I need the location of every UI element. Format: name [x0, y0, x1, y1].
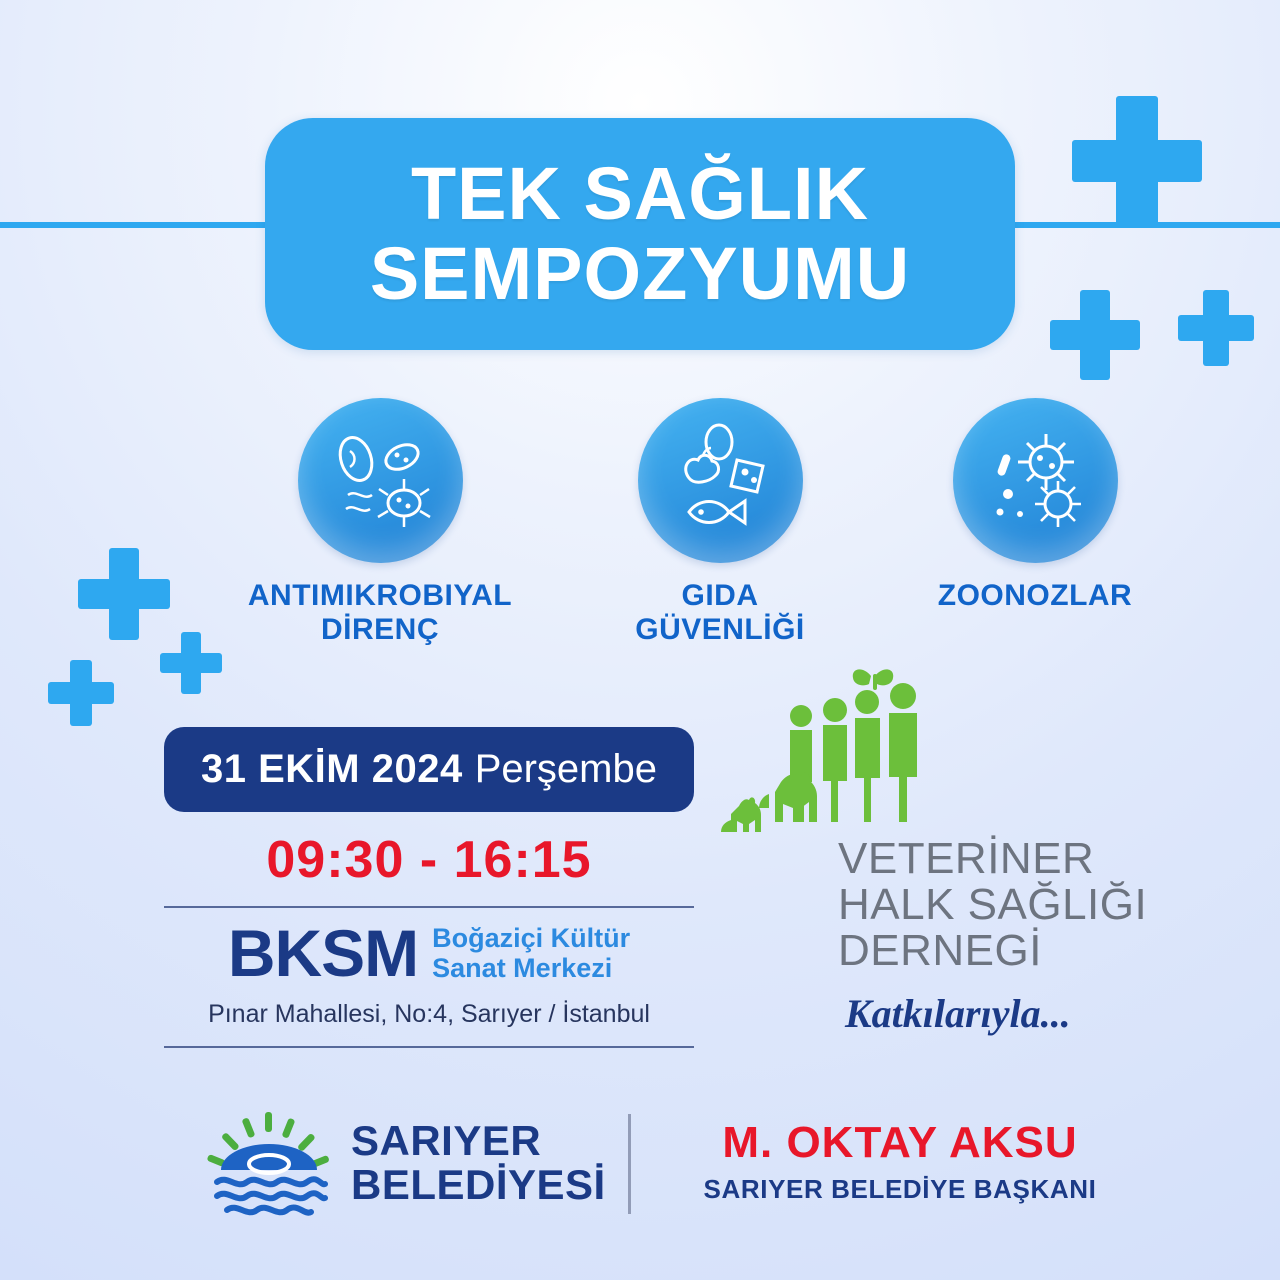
plus-icon — [1050, 290, 1140, 380]
mayor-name: M. OKTAY AKSU — [722, 1118, 1078, 1167]
municipality-logo — [205, 1108, 606, 1218]
people-and-animals-illustration — [715, 660, 975, 845]
divider — [164, 906, 694, 908]
title-line-2: SEMPOZYUMU — [369, 232, 911, 315]
association-name: VETERİNER HALK SAĞLIĞI DERNEGİ — [838, 834, 1148, 976]
venue-full-name: Boğaziçi Kültür Sanat Merkezi — [432, 922, 631, 983]
event-date-badge — [164, 727, 694, 812]
virus-icon — [953, 398, 1118, 563]
plus-icon — [1178, 290, 1254, 366]
topic-food-safety — [555, 398, 885, 646]
topic-label: ZOONOZLAR — [937, 579, 1133, 612]
event-time: 09:30 - 16:15 — [266, 831, 592, 889]
plus-icon — [1072, 96, 1202, 226]
poster-title — [265, 118, 1015, 350]
topic-zoonoses — [870, 398, 1200, 613]
association-block — [705, 660, 1175, 1080]
topic-label: GIDA GÜVENLİĞİ — [635, 579, 805, 646]
municipality-name: SARIYER BELEDİYESİ — [351, 1116, 606, 1208]
topic-antimicrobial-resistance — [215, 398, 545, 646]
topics-row — [0, 398, 1280, 663]
bacteria-icon — [298, 398, 463, 563]
sariyer-logo-icon — [205, 1108, 335, 1218]
mayor-block — [690, 1118, 1110, 1205]
plus-icon — [48, 660, 114, 726]
event-date: 31 EKİM 2024 — [200, 747, 463, 791]
footer — [0, 1098, 1280, 1238]
association-contribution: Katkılarıyla... — [845, 991, 1071, 1036]
footer-divider — [628, 1114, 631, 1214]
divider — [164, 1046, 694, 1048]
venue — [164, 915, 694, 991]
food-safety-icon — [638, 398, 803, 563]
venue-abbreviation: BKSM — [227, 916, 419, 990]
venue-address: Pınar Mahallesi, No:4, Sarıyer / İstanbul — [208, 1000, 650, 1028]
event-weekday: Perşembe — [474, 747, 657, 791]
topic-label: ANTIMIKROBIYAL DİRENÇ — [247, 579, 513, 646]
mayor-title: SARIYER BELEDİYE BAŞKANI — [703, 1174, 1097, 1204]
title-line-1: TEK SAĞLIK — [410, 152, 870, 236]
